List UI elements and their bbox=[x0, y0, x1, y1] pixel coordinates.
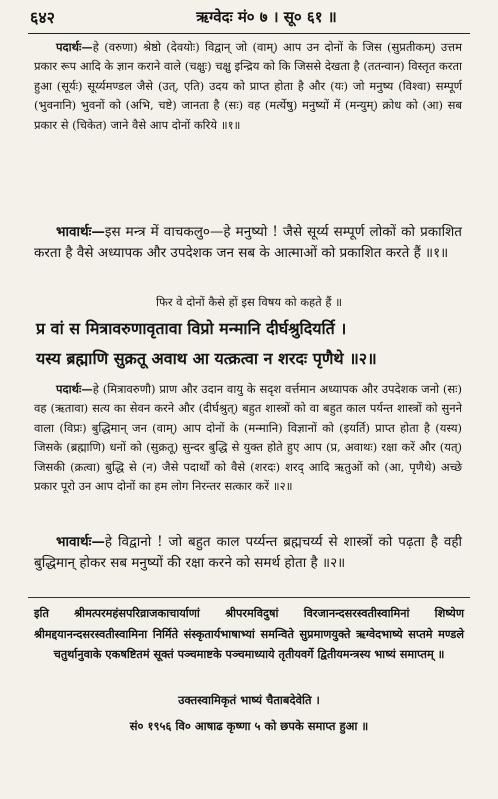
padartha-1 bbox=[34, 38, 462, 135]
page-header bbox=[30, 2, 468, 32]
bhavartha-2-lead: भावार्थः— bbox=[56, 534, 105, 550]
bhavartha-1-lead: भावार्थः— bbox=[56, 224, 105, 240]
page-number: ६४२ bbox=[30, 8, 55, 27]
mantra-verse bbox=[36, 314, 468, 374]
mantra-line-2: यस्य ब्रह्माणि सुक्रतू अवाथ आ यत्क्रत्वा न शरदः पृणैथे ॥२॥ bbox=[36, 349, 377, 368]
padartha-1-text: हे (वरुणा) श्रेष्ठो (देवयोः) विद्वान् जो (वाम्) आप उन दोनों के जिस (सुप्रतीकम्) उत्तम प्रकार रूप आदि के ज्ञान कराने वाले (चक्षुः) चक्षु इन्द्रिय को कि जिससे देखता है (ततन्वान) विस्तृत करता हुआ (सूर्यः) सूर्य्यमण्डल जैसे (उत्, एति) उदय को प्राप्त होता है और (यः) जो मनुष्य (विश्वा) सम्पूर्ण (भुवनानि) भुवनों को (अभि, चष्टे) जानता है (सः) वह (मर्त्येषु) मनुष्यों में (मन्युम्) क्रोध को (आ) सब प्रकार से (चिकेत) जाने वैसे आप दोनों करिये ॥१॥ bbox=[34, 40, 462, 132]
closing-line-2: सं० १९५६ वि० आषाढ कृष्णा ५ को छपके समाप्त हुआ ॥ bbox=[129, 719, 369, 733]
closing-line-1: उक्तस्वामिकृतं भाष्यं चैताबदेवेति । bbox=[178, 693, 320, 707]
header-rule bbox=[28, 33, 470, 34]
colophon: इति श्रीमत्परमहंसपरिव्राजकाचार्याणां श्रीपरमविदुषां विरजानन्दसरस्वतीस्वामिनां शिष्येण श्रीमद्दयानन्दसरस्वतीस्वामिना निर्मिते संस्कृतार्यभाषाभ्यां समन्विते सुप्रमाणयुक्ते ऋग्वेदभाष्ये सप्तमे मण्डले चतुर्थानुवाके एकषष्टितमं सूक्तं पञ्चमाष्टके पञ्चमाध्याये तृतीयवर्गे द्वितीयमन्त्रस्य भाष्यं समाप्तम् ॥ bbox=[34, 606, 464, 661]
padartha-2-text: हे (मित्रावरुणौ) प्राण और उदान वायु के सदृश वर्त्तमान अध्यापक और उपदेशक जनो (सः) वह (ऋतावा) सत्य का सेवन करने और (दीर्घश्रुत्) बहुत शास्त्रों को वा बहुत काल पर्यन्त शास्त्रों को सुनने वाला (विप्रः) बुद्धिमान् जन (वाम्) आप दोनों के (मन्मानि) विज्ञानों को (इयर्ति) प्राप्त होता है (यस्य) जिसके (ब्रह्माणि) धनों को (सुक्रतू) सुन्दर बुद्धि से युक्त होते हुए आप (प्र, अवाथः) रक्षा करें और (यत्) जिसकी (क्रत्वा) बुद्धि से (न) जैसे पदार्थों को वैसे (शरदः) शरद् आदि ऋतुओं को (आ, पृणैथे) अच्छे प्रकार पूरो उन आप दोनों का हम लोग निरन्तर सत्कार करें ॥२॥ bbox=[34, 382, 462, 494]
intro-line: फिर वे दोनों कैसे हों इस विषय को कहते हैं ॥ bbox=[155, 295, 343, 309]
bhavartha-2-text: हे विद्वानो ! जो बहुत काल पर्य्यन्त ब्रह्मचर्य्य से शास्त्रों को पढ़ता है वही बुद्धिमान् होकर सब मनुष्यों की रक्षा करने को समर्थ होता है ॥२॥ bbox=[34, 534, 462, 571]
padartha-1-lead: पदार्थः— bbox=[56, 40, 93, 54]
bhavartha-2 bbox=[34, 532, 462, 574]
section-divider bbox=[28, 597, 470, 598]
padartha-2 bbox=[34, 380, 462, 496]
running-title: ऋग्वेदः मं० ७ । सू० ६१ ॥ bbox=[196, 8, 337, 26]
bhavartha-1 bbox=[34, 222, 462, 264]
bhavartha-1-text: इस मन्त्र में वाचकलु०—हे मनुष्यो ! जैसे सूर्य्य सम्पूर्ण लोकों को प्रकाशित करता है वैसे अध्यापक और उपदेशक जन सब के आत्माओं को प्रकाशित करते हैं ॥१॥ bbox=[34, 224, 462, 261]
mantra-line-1: प्र वां स मित्रावरुणावृतावा विप्रो मन्मानि दीर्घश्रुदियर्ति । bbox=[36, 319, 347, 338]
padartha-2-lead: पदार्थः— bbox=[56, 382, 93, 396]
